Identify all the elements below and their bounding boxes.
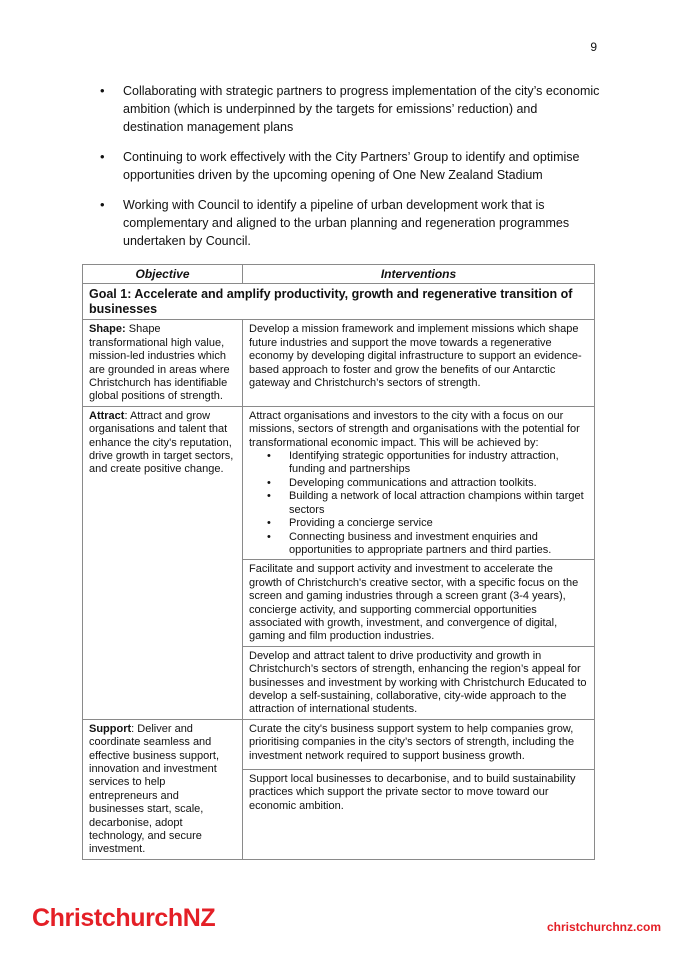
list-item-text: Developing communications and attraction toolkits. bbox=[289, 476, 537, 489]
list-item bbox=[267, 450, 588, 477]
intervention-cell: Support local businesses to decarbonise, and to build sustainability practices which support the private sector to move toward our economic ambition. bbox=[243, 769, 595, 859]
intervention-list bbox=[267, 450, 588, 557]
intro-bullet-text: Collaborating with strategic partners to progress implementation of the city’s economic ambition (which is underpinned by the targets for emissions’ reduction) and destination management plans bbox=[123, 84, 600, 134]
objective-cell-support bbox=[83, 719, 243, 859]
objective-title: Attract bbox=[89, 409, 125, 422]
objectives-table bbox=[82, 264, 595, 860]
bullet-icon: • bbox=[267, 530, 271, 543]
intro-bullet-text: Continuing to work effectively with the City Partners’ Group to identify and optimise opportunities driven by the upcoming opening of One New Zealand Stadium bbox=[123, 150, 580, 182]
objective-header: Objective bbox=[83, 265, 243, 284]
footer-url: christchurchnz.com bbox=[546, 920, 661, 934]
bullet-icon: • bbox=[100, 149, 105, 164]
intervention-cell: Curate the city's business support system to help companies grow, prioritising companies in the city’s sectors of strength, including the investment network required to support business growth. bbox=[243, 719, 595, 769]
intro-bullet bbox=[100, 148, 600, 184]
intro-bullet bbox=[100, 82, 600, 136]
objective-cell-shape bbox=[83, 320, 243, 406]
list-item-text: Building a network of local attraction champions within target sectors bbox=[289, 490, 584, 516]
intervention-cell: Facilitate and support activity and investment to accelerate the growth of Christchurch's creative sector, with a specific focus on the screen and gaming industries through a screen grant (3-4 years), concierge activity, and supporting commercial opportunities associated with growth, investment, and convergence of digital, gaming and film production industries. bbox=[243, 560, 595, 646]
intervention-cell: Develop and attract talent to drive productivity and growth in Christchurch’s sectors of strength, enhancing the region’s appeal for businesses and investment by working with Christchurch Educated to develop a self-sustaining, collaborative, city-wide approach to the attraction of international students. bbox=[243, 646, 595, 719]
goal-row bbox=[83, 284, 595, 320]
page-number: 9 bbox=[590, 40, 597, 54]
list-item bbox=[267, 477, 588, 490]
list-item-text: Connecting business and investment enquiries and opportunities to appropriate partners and third parties. bbox=[289, 530, 552, 556]
list-item bbox=[267, 490, 588, 517]
intervention-intro: Attract organisations and investors to the city with a focus on our missions, sectors of strength and organisations with the potential for transformational economic impact. This will be achieved by: bbox=[249, 409, 580, 449]
list-item-text: Providing a concierge service bbox=[289, 517, 433, 530]
table-row-shape bbox=[83, 320, 595, 406]
goal-title: Goal 1: Accelerate and amplify productivity, growth and regenerative transition of businesses bbox=[83, 284, 595, 320]
list-item bbox=[267, 517, 588, 530]
bullet-icon: • bbox=[267, 450, 271, 463]
interventions-header: Interventions bbox=[243, 265, 595, 284]
table-row-support bbox=[83, 719, 595, 769]
bullet-icon: • bbox=[100, 83, 105, 98]
objective-description: : Deliver and coordinate seamless and effective business support, innovation and investment services to help entrepreneurs and businesses start, scale, decarbonise, adopt technology, and secure investment. bbox=[89, 722, 220, 856]
intervention-cell bbox=[243, 406, 595, 559]
objective-title: Shape: bbox=[89, 323, 126, 336]
intro-bullet-list bbox=[100, 82, 600, 262]
objective-description: : Attract and grow organisations and talent that enhance the city's reputation, drive growth in target sectors, and create positive change. bbox=[89, 409, 234, 476]
table-row-attract bbox=[83, 406, 595, 559]
table-header-row bbox=[83, 265, 595, 284]
intervention-cell: Develop a mission framework and implement missions which shape future industries and support the move towards a regenerative economy by developing digital infrastructure to support an evidence-based approach to foster and grow the benefits of our Antarctic gateway and Christchurch’s sectors of strength. bbox=[243, 320, 595, 406]
bullet-icon: • bbox=[100, 197, 105, 212]
bullet-icon: • bbox=[267, 517, 271, 530]
objective-cell-attract bbox=[83, 406, 243, 719]
bullet-icon: • bbox=[267, 490, 271, 503]
christchurchnz-logo: ChristchurchNZ bbox=[32, 904, 216, 932]
intro-bullet bbox=[100, 196, 600, 250]
list-item-text: Identifying strategic opportunities for industry attraction, funding and partnerships bbox=[289, 450, 559, 476]
bullet-icon: • bbox=[267, 476, 271, 489]
list-item bbox=[267, 531, 588, 558]
intro-bullet-text: Working with Council to identify a pipeline of urban development work that is complementary and aligned to the urban planning and regeneration programmes undertaken by Council. bbox=[123, 198, 570, 248]
objective-title: Support bbox=[89, 722, 132, 735]
objective-description: Shape transformational high value, mission-led industries which are grounded in areas where Christchurch has identifiable global positions of strength. bbox=[89, 323, 230, 403]
